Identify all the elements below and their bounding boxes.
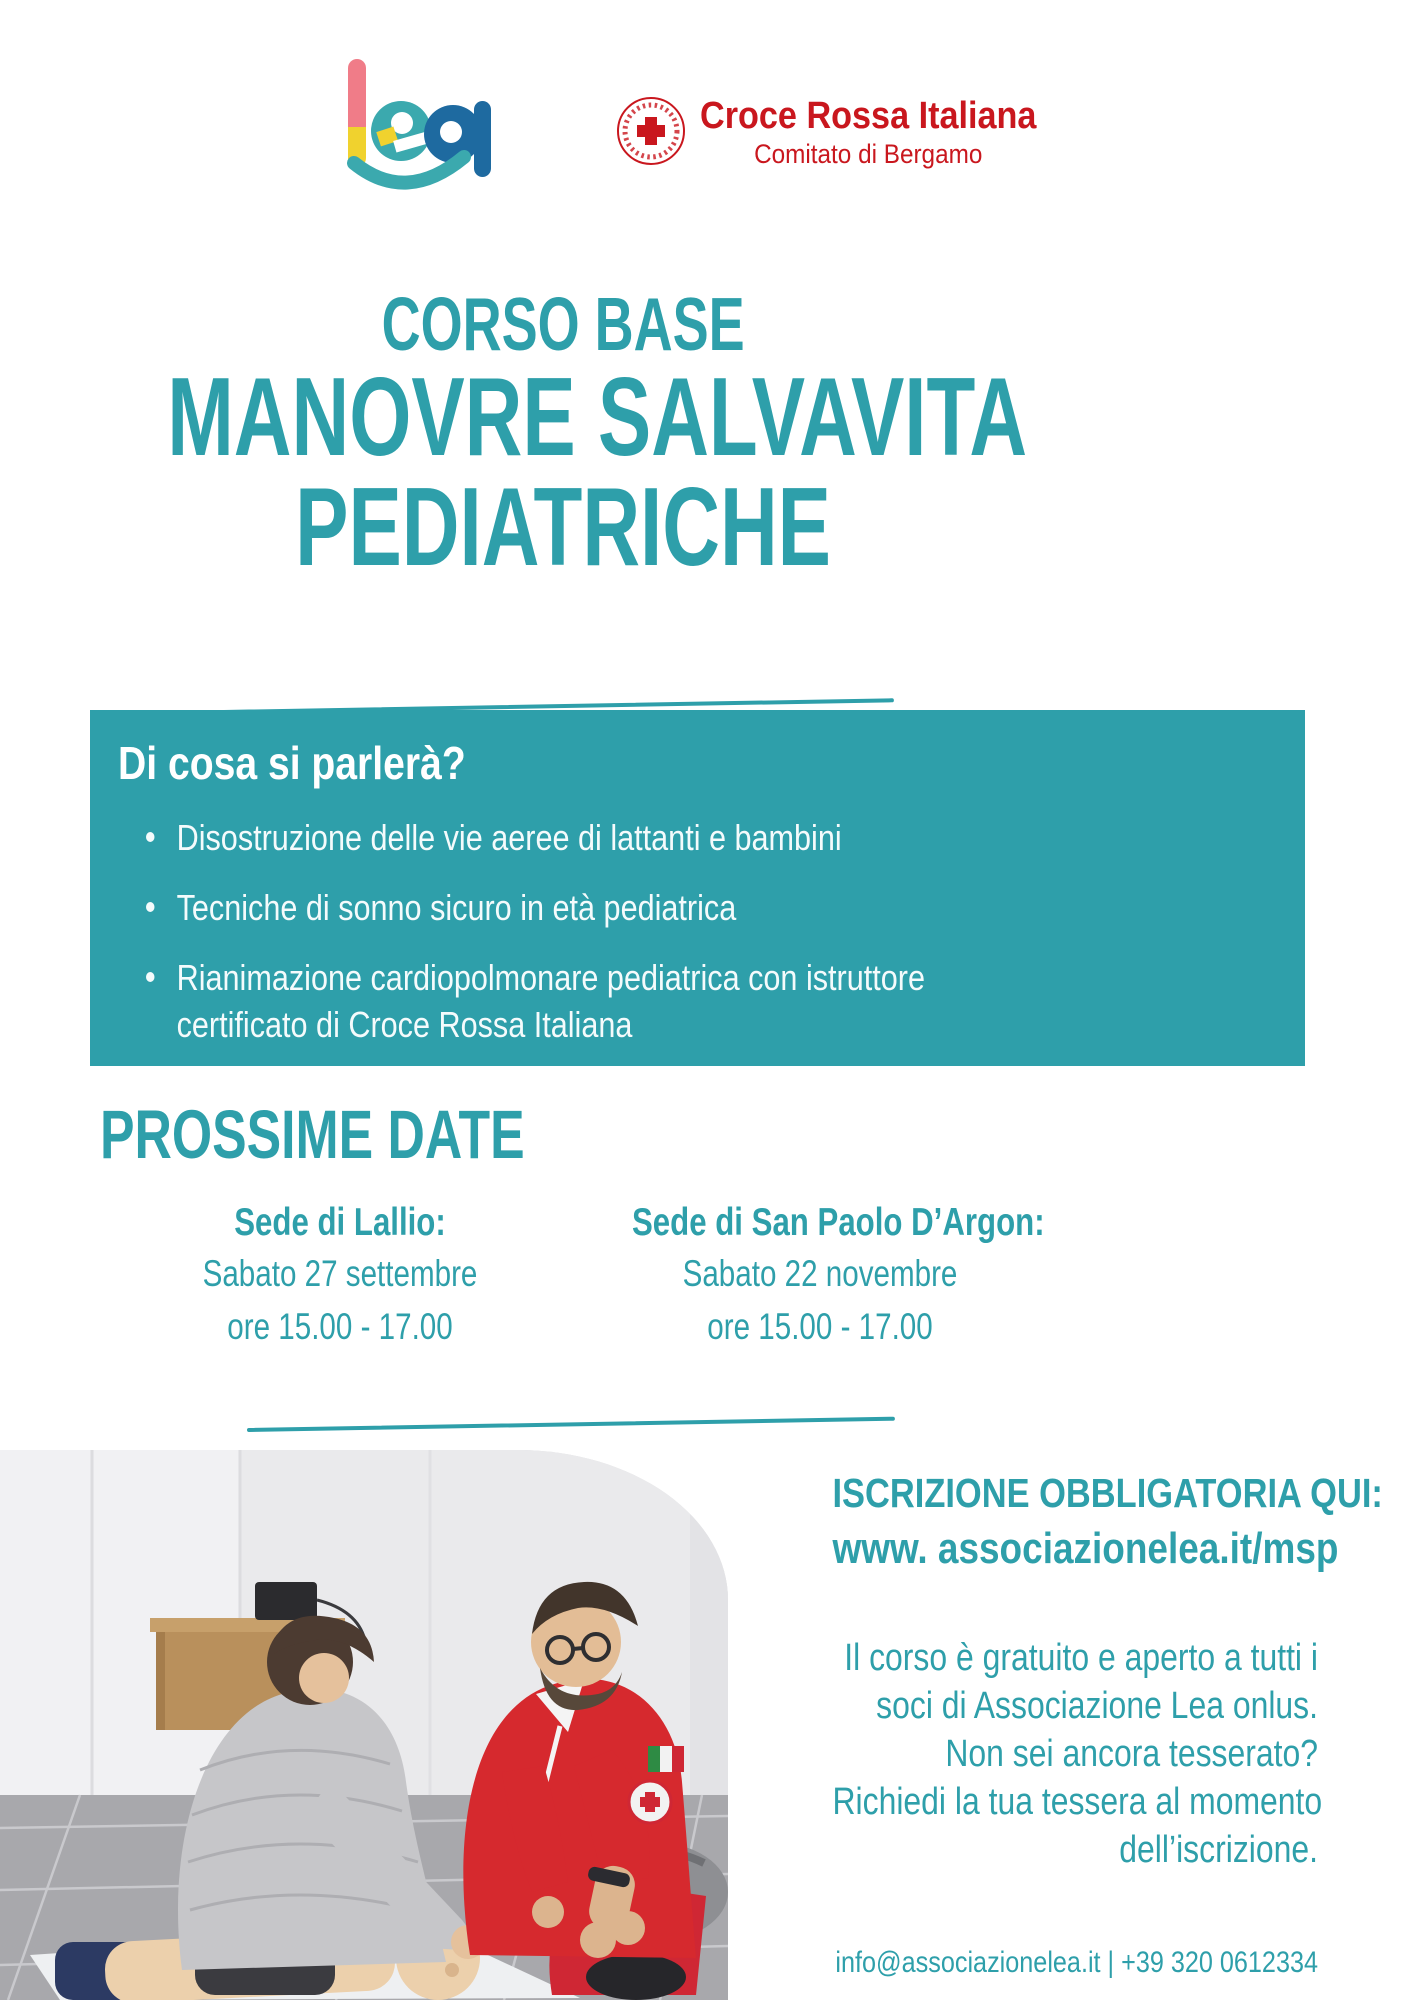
- topics-box: [90, 710, 1305, 1066]
- session-venue: Sede di San Paolo D’Argon:: [632, 1201, 1045, 1244]
- cri-logo-block: [616, 96, 1074, 170]
- session-date: Sabato 27 settembre: [202, 1252, 478, 1294]
- registration-body-line: Richiedi la tua tessera al momento: [832, 1780, 1323, 1823]
- bullet-dot-icon: [146, 902, 155, 912]
- title-line-2: MANOVRE SALVAVITA: [167, 355, 1028, 479]
- contact-info[interactable]: info@associazionelea.it | +39 320 0612334: [835, 1945, 1318, 1979]
- registration-body: [832, 1634, 1323, 1874]
- topic-item: Disostruzione delle vie aeree di lattanti e bambini: [146, 814, 925, 861]
- italian-flag-patch: [648, 1746, 684, 1772]
- session-date: Sabato 22 novembre: [682, 1252, 958, 1294]
- cpr-training-scene: [0, 1450, 728, 2000]
- cri-title: Croce Rossa Italiana: [700, 95, 1037, 137]
- cri-emblem-icon: [616, 96, 686, 166]
- registration-body-line: dell’iscrizione.: [1119, 1828, 1318, 1871]
- lea-letter-l: [348, 59, 366, 167]
- title-line-3: PEDIATRICHE: [295, 465, 831, 589]
- title-line-1: CORSO BASE: [381, 282, 745, 366]
- cri-subtitle: Comitato di Bergamo: [754, 138, 983, 169]
- course-photo: [0, 1450, 728, 2000]
- registration-heading: ISCRIZIONE OBBLIGATORIA QUI:: [832, 1470, 1383, 1516]
- session-time: ore 15.00 - 17.00: [707, 1306, 933, 1348]
- lea-logo: [338, 55, 508, 200]
- session-san-paolo: [632, 1200, 1045, 1354]
- registration-block: [832, 1468, 1383, 1980]
- dates-heading: PROSSIME DATE: [100, 1096, 525, 1173]
- registration-body-line: Non sei ancora tesserato?: [945, 1732, 1318, 1775]
- bullet-dot-icon: [146, 832, 155, 842]
- bullet-dot-icon: [146, 972, 155, 982]
- session-venue: Sede di Lallio:: [234, 1201, 446, 1244]
- topics-heading: Di cosa si parlerà?: [118, 737, 466, 789]
- topic-item: Tecniche di sonno sicuro in età pediatrica: [146, 884, 925, 931]
- cri-sleeve-patch: [629, 1781, 671, 1823]
- registration-url[interactable]: www. associazionelea.it/msp: [832, 1524, 1339, 1574]
- registration-body-line: soci di Associazione Lea onlus.: [876, 1684, 1318, 1727]
- session-lallio: [164, 1200, 516, 1354]
- topics-list: [146, 814, 925, 1071]
- session-time: ore 15.00 - 17.00: [227, 1306, 453, 1348]
- registration-body-line: Il corso è gratuito e aperto a tutti i: [844, 1636, 1318, 1679]
- separator-bottom: [247, 1417, 895, 1432]
- topic-item: Rianimazione cardiopolmonare pediatrica con istruttore certificato di Croce Rossa Italiana: [146, 954, 925, 1048]
- lea-smile-icon: [354, 157, 464, 183]
